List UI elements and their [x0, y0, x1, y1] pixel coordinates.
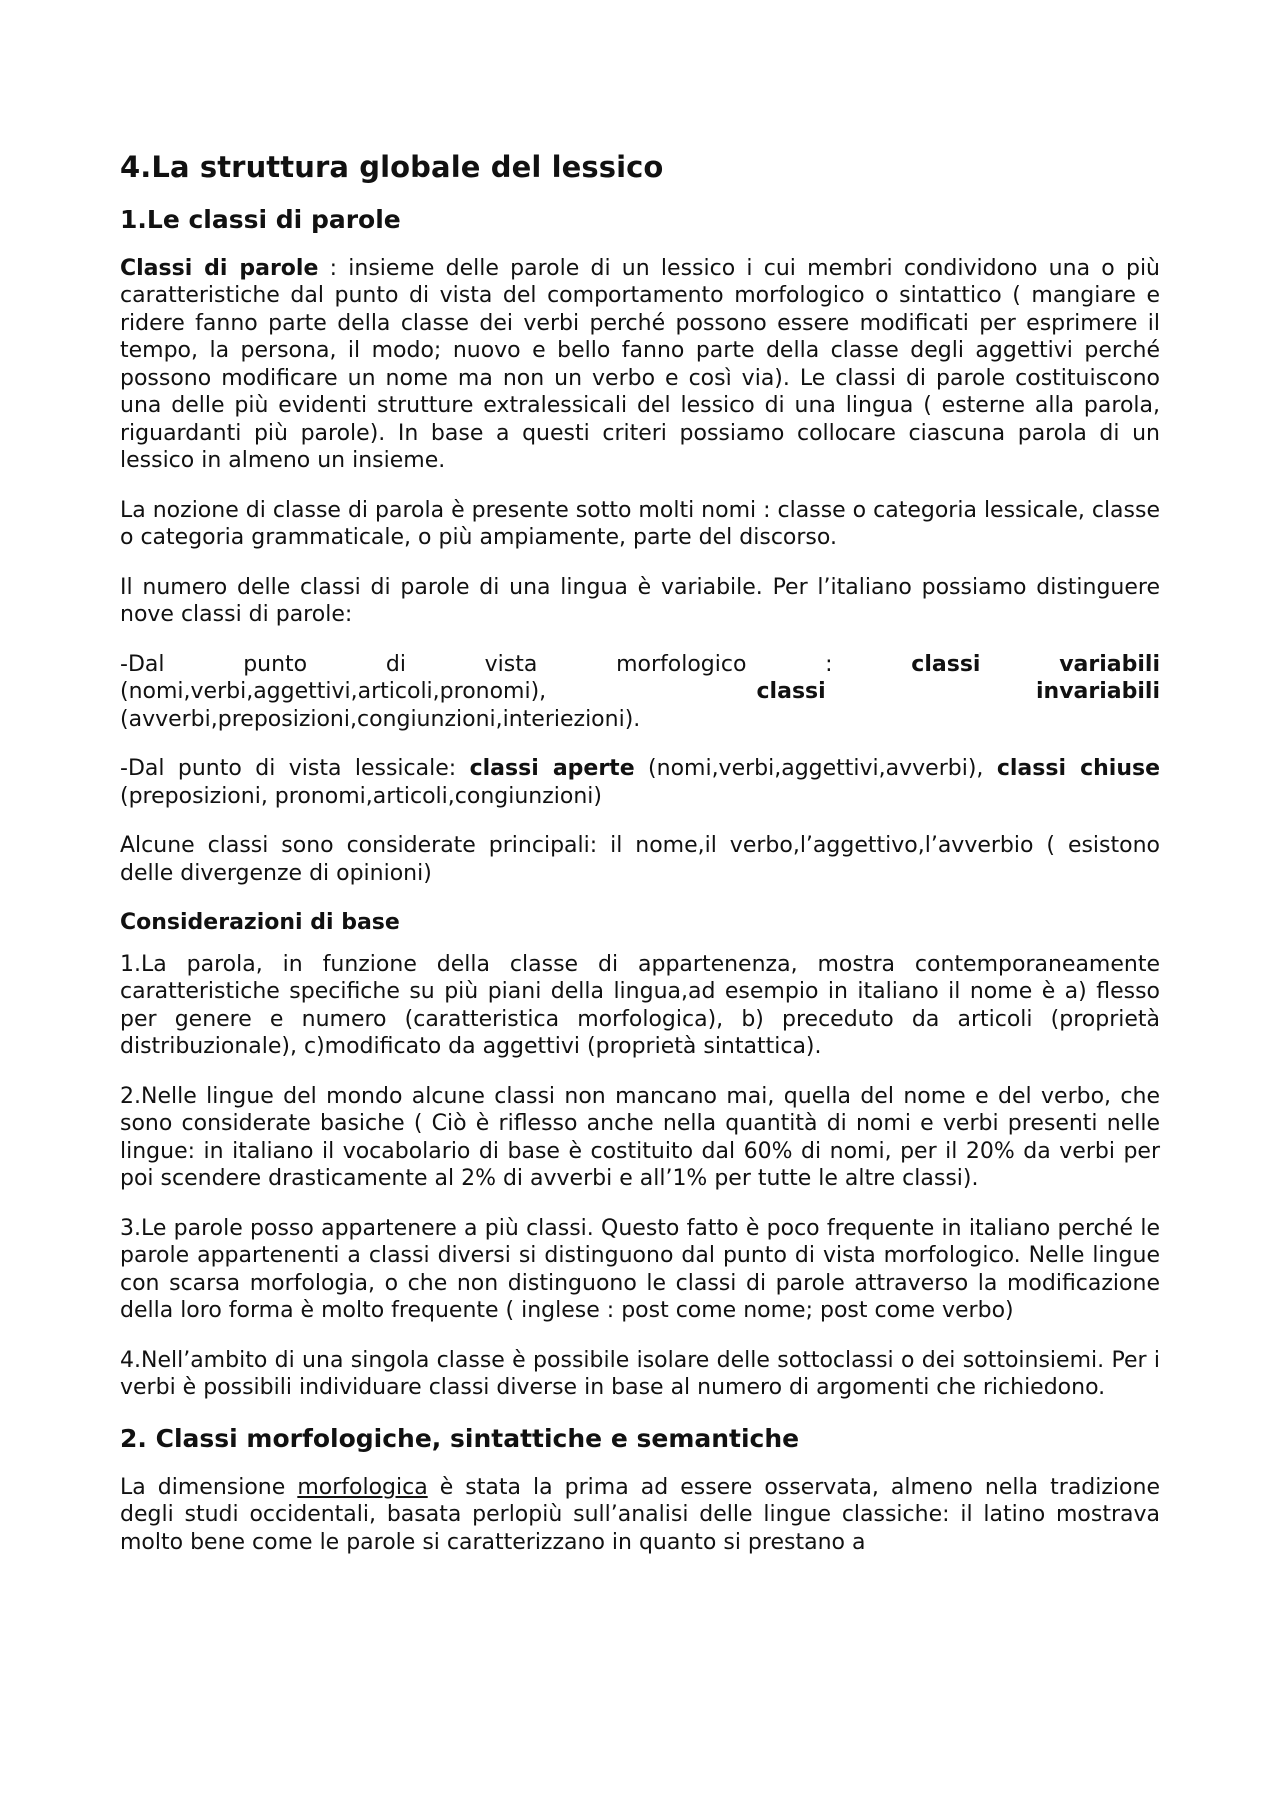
paragraph-classi-principali: Alcune classi sono considerate principali: il nome,il verbo,l’aggettivo,l’avverbio ( esistono delle divergenze di opinioni) — [120, 833, 1160, 886]
consideration-1: 1.La parola, in funzione della classe di appartenenza, mostra contemporaneamente caratteristiche specifiche su più piani della lingua,ad esempio in italiano il nome è a) flesso per genere e numero (caratteristica morfologica), b) preceduto da articoli (proprietà distribuzionale), c)modificato da aggettivi (proprietà sintattica). — [120, 951, 1160, 1060]
morfologico-line-3: (avverbi,preposizioni,congiunzioni,interiezioni). — [120, 706, 641, 732]
paragraph-nozione: La nozione di classe di parola è presente sotto molti nomi : classe o categoria lessicale, classe o categoria grammaticale, o più ampiamente, parte del discorso. — [120, 497, 1160, 551]
paragraph-morfologico — [120, 651, 1160, 734]
paragraph-dimensione-morfologica: La dimensione morfologica è stata la prima ad essere osservata, almeno nella tradizione degli studi occidentali, basata perlopiù sull’analisi delle lingue classiche: il latino mostrava molto bene come le parole si caratterizzano in quanto si prestano a — [120, 1474, 1160, 1555]
definition-text: : insieme delle parole di un lessico i cui membri condividono una o più caratteristiche dal punto di vista del comportamento morfologico o sintattico ( mangiare e ridere fanno parte della classe dei verbi perché possono essere modificati per esprimere il tempo, la persona, il modo; nuovo e bello fanno parte della classe degli aggettivi perché possono modificare un nome ma non un verbo e così via). Le classi di parole costituiscono una delle più evidenti strutture extralessicali del lessico di una lingua ( esterne alla parola, riguardanti più parole). In base a questi criteri possiamo collocare ciascuna parola di un lessico in almeno un insieme. — [120, 255, 1161, 474]
page-title: 4.La struttura globale del lessico — [120, 150, 664, 184]
term-invariabili: invariabili — [1036, 679, 1161, 705]
term-classi: classi — [911, 651, 981, 677]
paragraph-lessicale: -Dal punto di vista lessicale: classi aperte (nomi,verbi,aggettivi,avverbi), classi chiuse (preposizioni, pronomi,articoli,congiunzioni) — [120, 756, 1161, 809]
document-page — [120, 140, 1160, 1578]
consideration-2: 2.Nelle lingue del mondo alcune classi non mancano mai, quella del nome e del verbo, che sono considerate basiche ( Ciò è riflesso anche nella quantità di nomi e verbi presenti nelle lingue: in italiano il vocabolario di base è costituito dal 60% di nomi, per il 20% da verbi per poi scendere drasticamente al 2% di avverbi e all’1% per tutte le altre classi). — [120, 1083, 1160, 1192]
consideration-3: 3.Le parole posso appartenere a più classi. Questo fatto è poco frequente in italiano perché le parole appartenenti a classi diversi si distinguono dal punto di vista morfologico. Nelle lingue con scarsa morfologia, o che non distinguono le classi di parole attraverso la modificazione della loro forma è molto frequente ( inglese : post come nome; post come verbo) — [120, 1215, 1160, 1324]
paragraph-definition — [120, 255, 1160, 475]
section-heading-classi-morfologiche: 2. Classi morfologiche, sintattiche e semantiche — [120, 1423, 800, 1453]
consideration-4: 4.Nell’ambito di una singola classe è possibile isolare delle sottoclassi o dei sottoinsiemi. Per i verbi è possibili individuare classi diverse in base al numero di argomenti che richiedono. — [120, 1347, 1160, 1401]
morfologico-line-1: -Dal punto di vista morfologico : classi variabili — [120, 651, 1160, 677]
term-classi: classi — [756, 679, 826, 705]
term-variabili: variabili — [1059, 651, 1160, 677]
term-morfologica: morfologica — [297, 1474, 428, 1500]
term-classi-chiuse: classi chiuse — [996, 756, 1161, 782]
paragraph-numero-classi: Il numero delle classi di parole di una lingua è variabile. Per l’italiano possiamo distinguere nove classi di parole: — [120, 574, 1160, 628]
term-classi-di-parole: Classi di parole — [120, 255, 319, 281]
term-classi-aperte: classi aperte — [469, 756, 635, 782]
subheading-considerazioni: Considerazioni di base — [120, 910, 400, 936]
morfologico-line-2: (nomi,verbi,aggettivi,articoli,pronomi), classi invariabili — [120, 679, 1161, 705]
section-heading-classi-di-parole: 1.Le classi di parole — [120, 204, 401, 234]
